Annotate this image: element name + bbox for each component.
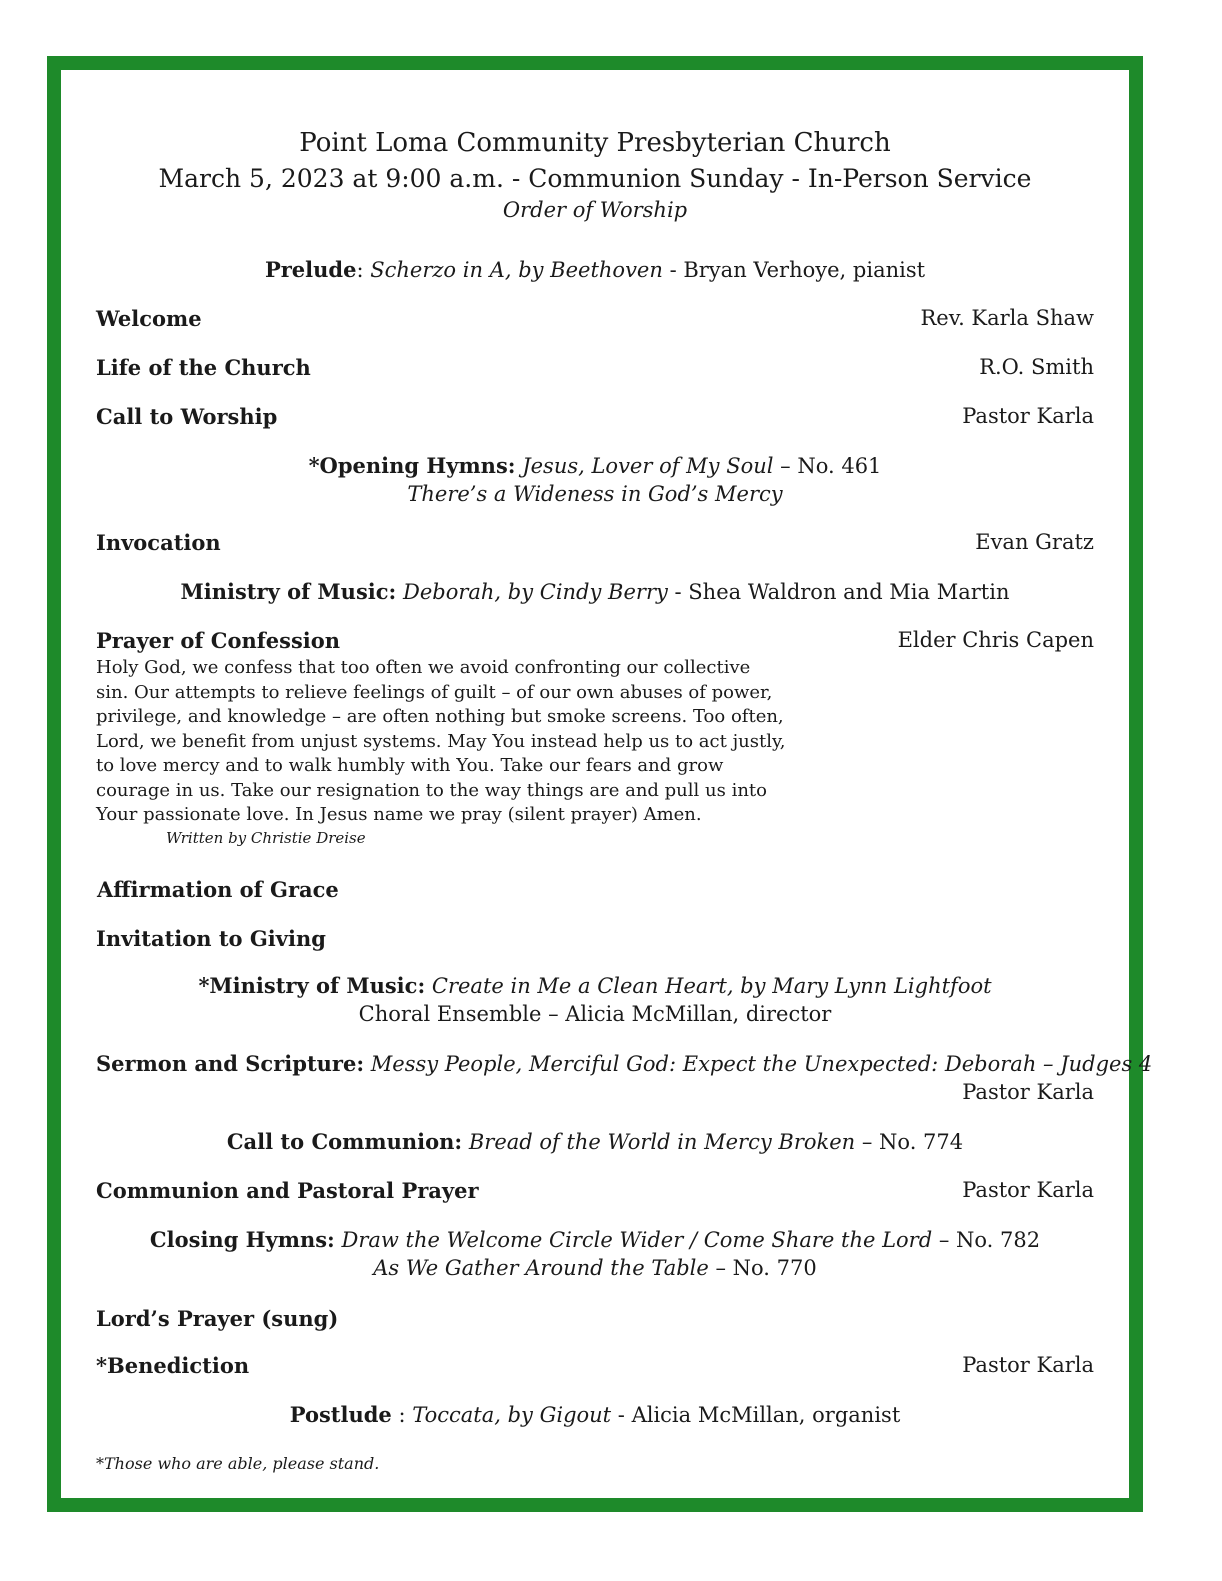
call-communion-number: – No. 774 xyxy=(855,1130,964,1154)
invocation-leader: Evan Gratz xyxy=(975,530,1094,554)
ministry-music-1-line xyxy=(0,579,1190,604)
confession-label: Prayer of Confession xyxy=(96,628,341,653)
sermon-label: Sermon and Scripture: xyxy=(96,1051,365,1076)
prelude-line: Prelude: Scherzo in A, by Beethoven - Bryan Verhoye, pianist xyxy=(264,257,926,282)
life-leader: R.O. Smith xyxy=(979,355,1094,379)
sermon-leader: Pastor Karla xyxy=(962,1080,1094,1104)
page-subtitle: Order of Worship xyxy=(502,198,688,222)
prelude-performer: - Bryan Verhoye, pianist xyxy=(662,258,926,282)
postlude-title: Toccata, by Gigout xyxy=(412,1403,612,1427)
opening-hymn-number-1: – No. 461 xyxy=(773,454,882,478)
sermon-title: Messy People, Merciful God: Expect the Unexpected: Deborah – Judges 4 xyxy=(370,1052,1153,1076)
confession-line: sin. Our attempts to relieve feelings of guilt – of our own abuses of power, xyxy=(96,681,773,703)
confession-line: privilege, and knowledge – are often nothing but smoke screens. Too often, xyxy=(96,706,784,727)
ministry-music-2-title: Create in Me a Clean Heart, by Mary Lynn Lightfoot xyxy=(431,974,992,998)
opening-hymns-label: *Opening Hymns: xyxy=(308,453,516,478)
prelude-label: Prelude xyxy=(264,257,357,282)
ministry-music-1-title: Deborah, by Cindy Berry xyxy=(402,580,668,604)
call-communion-label: Call to Communion: xyxy=(226,1129,463,1154)
confession-credit: Written by Christie Dreise xyxy=(166,829,366,847)
closing-hymns-line-2 xyxy=(0,1256,1190,1280)
confession-line: Lord, we benefit from unjust systems. May You instead help us to act justly, xyxy=(96,730,786,752)
call-worship-label: Call to Worship xyxy=(96,404,278,429)
call-communion-title: Bread of the World in Mercy Broken xyxy=(468,1130,856,1154)
closing-hymn-title-2: As We Gather Around the Table xyxy=(373,1256,709,1280)
invocation-label: Invocation xyxy=(96,530,221,555)
confession-line: courage in us. Take our resignation to the way things are and pull us into xyxy=(96,779,767,801)
prelude-title: Scherzo in A, by Beethoven xyxy=(370,258,663,282)
welcome-label: Welcome xyxy=(96,306,202,331)
communion-prayer-leader: Pastor Karla xyxy=(962,1178,1094,1202)
closing-hymns-label: Closing Hymns: xyxy=(149,1227,335,1252)
church-name: Point Loma Community Presbyterian Church xyxy=(299,128,891,158)
opening-hymn-title-2: There’s a Wideness in God’s Mercy xyxy=(407,482,783,506)
giving-label: Invitation to Giving xyxy=(96,926,326,951)
confession-line: Your passionate love. In Jesus name we pray (silent prayer) Amen. xyxy=(96,804,702,825)
service-line: March 5, 2023 at 9:00 a.m. - Communion Sunday - In-Person Service xyxy=(158,164,1032,193)
postlude-label: Postlude xyxy=(289,1402,392,1427)
call-communion-line xyxy=(0,1129,1190,1154)
confession-line: to love mercy and to walk humbly with You. Take our fears and grow xyxy=(96,755,724,776)
ministry-music-1-performers: - Shea Waldron and Mia Martin xyxy=(667,580,1010,604)
postlude-line xyxy=(0,1402,1190,1427)
confession-leader: Elder Chris Capen xyxy=(897,628,1094,652)
closing-hymn-number-1: – No. 782 xyxy=(932,1228,1041,1252)
confession-text xyxy=(96,656,785,828)
postlude-performer: - Alicia McMillan, organist xyxy=(611,1403,901,1427)
lords-prayer-label: Lord’s Prayer (sung) xyxy=(96,1306,339,1331)
communion-prayer-label: Communion and Pastoral Prayer xyxy=(96,1178,479,1203)
closing-hymns-line xyxy=(0,1227,1190,1252)
ministry-music-1-label: Ministry of Music: xyxy=(180,579,397,604)
closing-hymn-number-2: – No. 770 xyxy=(708,1256,817,1280)
opening-hymns-line xyxy=(0,453,1190,478)
call-worship-leader: Pastor Karla xyxy=(962,404,1094,428)
ministry-music-2-performers: Choral Ensemble – Alicia McMillan, director xyxy=(358,1002,832,1026)
benediction-label: *Benediction xyxy=(96,1353,250,1378)
footnote: *Those who are able, please stand. xyxy=(96,1454,380,1473)
life-label: Life of the Church xyxy=(96,355,311,380)
affirmation-label: Affirmation of Grace xyxy=(97,877,339,902)
benediction-leader: Pastor Karla xyxy=(962,1353,1094,1377)
postlude-sep: : xyxy=(391,1403,413,1427)
welcome-leader: Rev. Karla Shaw xyxy=(920,306,1094,330)
ministry-music-2-label: *Ministry of Music: xyxy=(198,973,426,998)
confession-line: Holy God, we confess that too often we avoid confronting our collective xyxy=(96,657,751,678)
closing-hymn-title-1: Draw the Welcome Circle Wider / Come Share the Lord xyxy=(341,1228,933,1252)
opening-hymn-title-1: Jesus, Lover of My Soul xyxy=(522,454,774,478)
sermon-line xyxy=(96,1051,1152,1076)
ministry-music-2-line xyxy=(0,973,1190,998)
